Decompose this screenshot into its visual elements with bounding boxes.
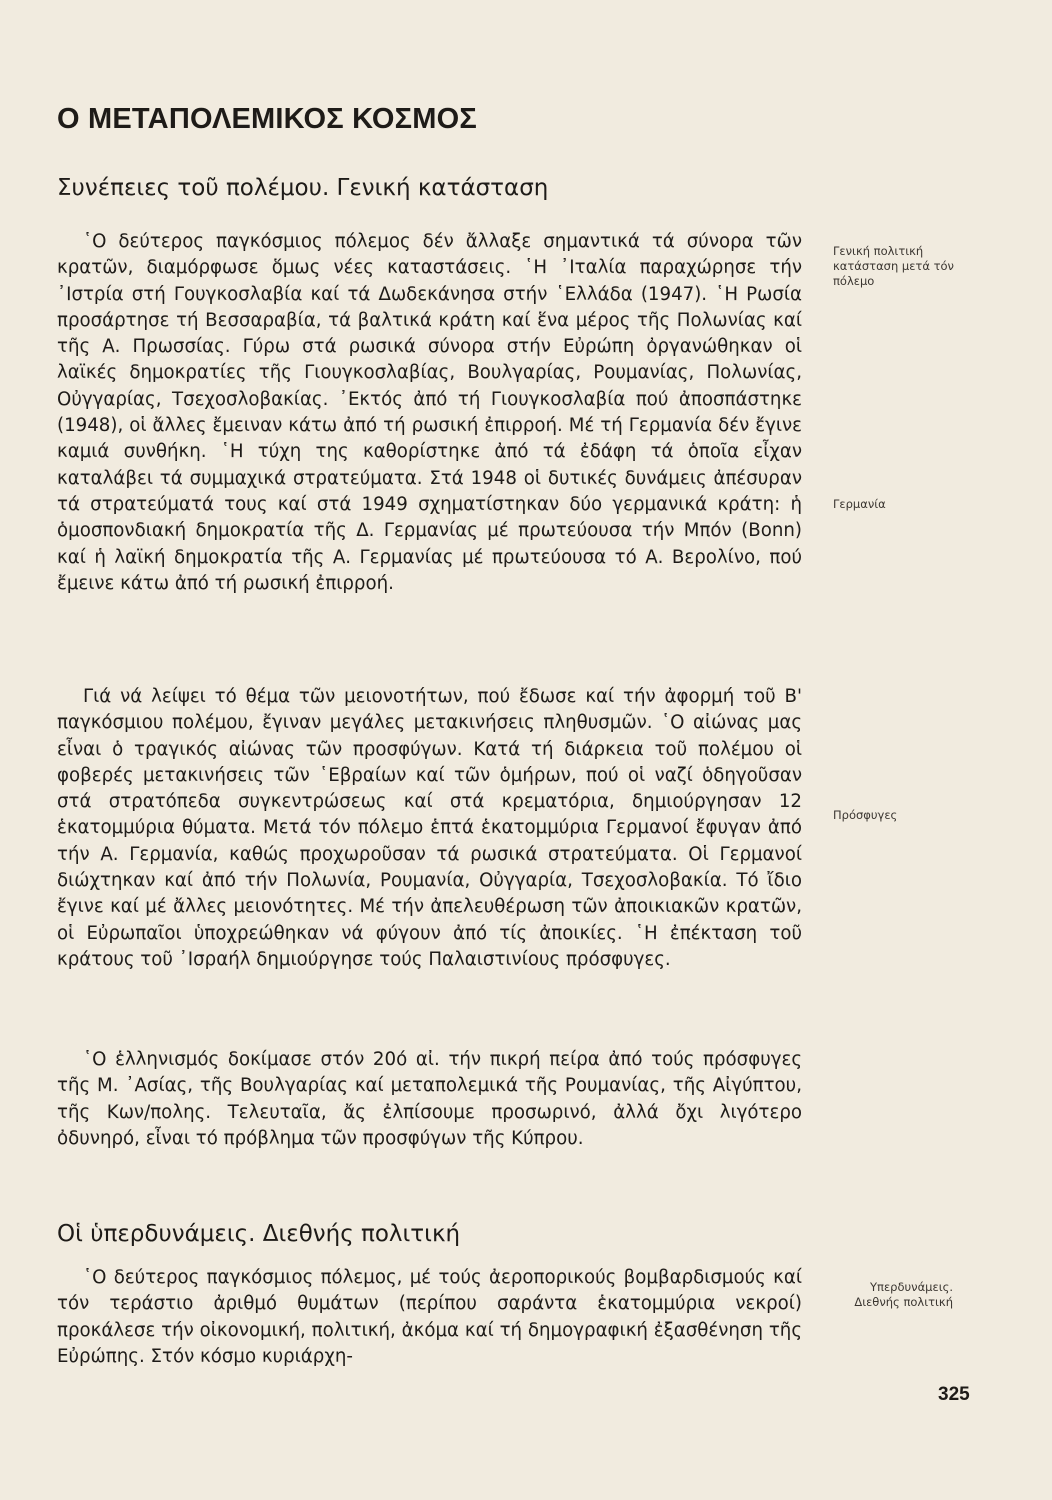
paragraph-general-situation: ῾Ο δεύτερος παγκόσμιος πόλεμος δέν ἄλλαξε σημαντικά τά σύνορα τῶν κρατῶν, διαμόρφωσε ὅμως νέες καταστάσεις. ῾Η ᾿Ιταλία παραχώρησε τήν ᾿Ιστρία στή Γουγκοσλαβία καί τά Δωδεκάνησα στήν ῾Ελλάδα (1947). ῾Η Ρωσία προσάρτησε τή Βεσσαραβία, τά βαλτικά κράτη καί ἕνα μέρος τῆς Πολωνίας καί τῆς Α. Πρωσσίας. Γύρω στά ρωσικά σύνορα στήν Εὐρώπη ὀργανώθηκαν οἱ λαϊκές δημοκρατίες τῆς Γιουγκοσλαβίας, Βουλγαρίας, Ρουμανίας, Πολωνίας, Οὐγγαρίας, Τσεχοσλοβακίας. ᾿Εκτός ἀπό τή Γιουγκοσλαβία πού ἀποσπάστηκε (1948), οἱ ἄλλες ἔμειναν κάτω ἀπό τή ρωσική ἐπιρροή. Μέ τή Γερμανία δέν ἔγινε καμιά συνθήκη. ῾Η τύχη της καθορίστηκε ἀπό τά ἐδάφη τά ὁποῖα εἶχαν καταλάβει τά συμμαχικά στρατεύματα. Στά 1948 οἱ δυτικές δυνάμεις ἀπέσυραν τά στρατεύματά τους καί στά 1949 σχηματίστηκαν δύο γερμανικά κράτη: ἡ ὁμοσπονδιακή δημοκρατία τῆς Δ. Γερμανίας μέ πρωτεύουσα τήν Μπόν (Bonn) καί ἡ λαϊκή δημοκρατία τῆς Α. Γερμανίας μέ πρωτεύουσα τό Α. Βερολίνο, πού ἔμεινε κάτω ἀπό τή ρωσική ἐπιρροή. — [57, 231, 802, 594]
margin-note-general-situation: Γενική πολιτική κατάσταση μετά τόν πόλεμο — [833, 244, 954, 288]
margin-note-refugees: Πρόσφυγες — [833, 808, 898, 822]
margin-note-germany: Γερμανία — [833, 497, 886, 511]
paragraph-hellenism-refugees: ῾Ο ἑλληνισμός δοκίμασε στόν 20ό αἰ. τήν πικρή πείρα ἀπό τούς πρόσφυγες τῆς Μ. ᾿Ασίας, τῆς Βουλγαρίας καί μεταπολεμικά τῆς Ρουμανίας, τῆς Αἰγύπτου, τῆς Κων/πολης. Τελευταῖα, ἄς ἐλπίσουμε προσωρινό, ἀλλά ὄχι λιγότερο ὀδυνηρό, εἶναι τό πρόβλημα τῶν προσφύγων τῆς Κύπρου. — [57, 1049, 802, 1149]
page-number: 325 — [938, 1384, 970, 1405]
chapter-title: Ο ΜΕΤΑΠΟΛΕΜΙΚΟΣ ΚΟΣΜΟΣ — [57, 103, 477, 135]
section-heading-consequences: Συνέπειες τοῦ πολέμου. Γενική κατάσταση — [57, 175, 549, 201]
section-heading-superpowers: Οἱ ὑπερδυνάμεις. Διεθνής πολιτική — [57, 1221, 461, 1247]
paragraph-superpowers: ῾Ο δεύτερος παγκόσμιος πόλεμος, μέ τούς ἀεροπορικούς βομβαρδισμούς καί τόν τεράστιο ἀριθμό θυμάτων (περίπου σαράντα ἑκατομμύρια νεκροί) προκάλεσε τήν οἰκονομική, πολιτική, ἀκόμα καί τή δημογραφική ἐξασθένηση τῆς Εὐρώπης. Στόν κόσμο κυριάρχη- — [57, 1267, 802, 1367]
margin-note-superpowers: Υπερδυνάμεις. Διεθνής πολιτική — [854, 1280, 953, 1309]
paragraph-refugees: Γιά νά λείψει τό θέμα τῶν μειονοτήτων, πού ἔδωσε καί τήν ἀφορμή τοῦ Β' παγκόσμιου πολέμου, ἔγιναν μεγάλες μετακινήσεις πληθυσμῶν. ῾Ο αἰώνας μας εἶναι ὁ τραγικός αἰώνας τῶν προσφύγων. Κατά τή διάρκεια τοῦ πολέμου οἱ φοβερές μετακινήσεις τῶν ῾Εβραίων καί τῶν ὁμήρων, πού οἱ ναζί ὁδηγοῦσαν στά στρατόπεδα συγκεντρώσεως καί στά κρεματόρια, δημιούργησαν 12 ἑκατομμύρια θύματα. Μετά τόν πόλεμο ἑπτά ἑκατομμύρια Γερμανοί ἔφυγαν ἀπό τήν Α. Γερμανία, καθώς προχωροῦσαν τά ρωσικά στρατεύματα. Οἱ Γερμανοί διώχτηκαν καί ἀπό τήν Πολωνία, Ρουμανία, Οὐγγαρία, Τσεχοσλοβακία. Τό ἴδιο ἔγινε καί μέ ἄλλες μειονότητες. Μέ τήν ἀπελευθέρωση τῶν ἀποικιακῶν κρατῶν, οἱ Εὐρωπαῖοι ὑποχρεώθηκαν νά φύγουν ἀπό τίς ἀποικίες. ῾Η ἐπέκταση τοῦ κράτους τοῦ ᾿Ισραήλ δημιούργησε τούς Παλαιστινίους πρόσφυγες. — [57, 686, 802, 970]
